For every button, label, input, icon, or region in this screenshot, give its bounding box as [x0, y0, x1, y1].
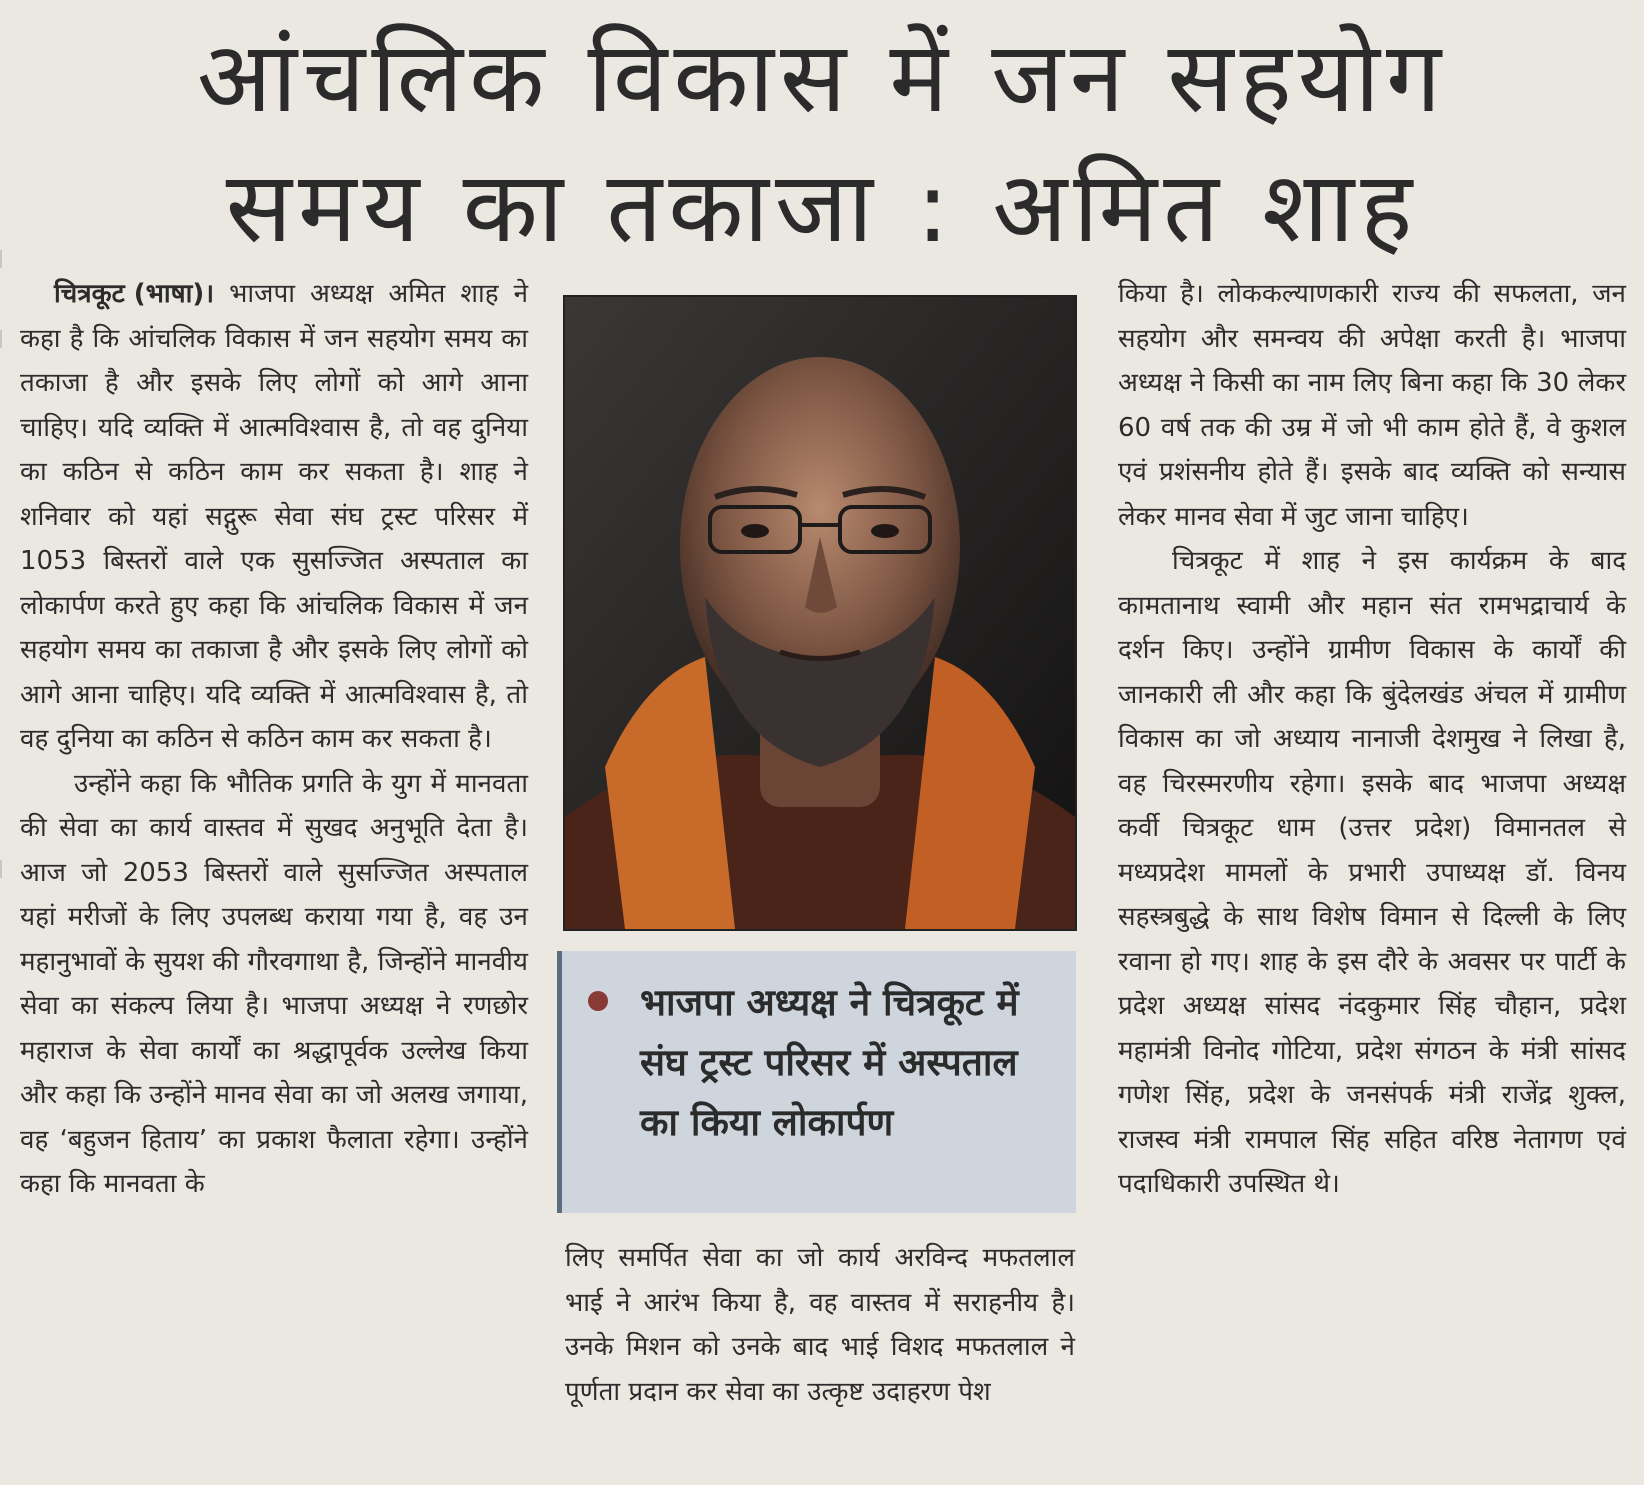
pull-quote-text: भाजपा अध्यक्ष ने चित्रकूट में संघ ट्रस्ट परिसर में अस्पताल का किया लोकार्पण — [640, 981, 1019, 1144]
margin-mark — [0, 250, 14, 268]
headline-line-1: आंचलिक विकास में जन सहयोग — [196, 21, 1448, 135]
portrait-photo — [563, 295, 1077, 931]
margin-mark — [0, 860, 14, 878]
article-paragraph: उन्होंने कहा कि भौतिक प्रगति के युग में मानवता की सेवा का कार्य वास्तव में सुखद अनुभूति देता है। आज जो 2053 बिस्तरों वाले सुसज्जित अस्पताल यहां मरीजों के लिए उपलब्ध कराया गया है, वह उन महानुभावों के सुयश की गौरवगाथा है, जिन्होंने मानवीय सेवा का संकल्प लिया है। भाजपा अध्यक्ष ने रणछोर महाराज के सेवा कार्यों का श्रद्धापूर्वक उल्लेख किया और कहा कि उन्होंने मानव सेवा का जो अलख जगाया, वह ‘बहुजन हिताय’ का प्रकाश फैलाता रहेगा। उन्होंने कहा कि मानवता के — [20, 768, 528, 1199]
headline-line-2: समय का तकाजा : अमित शाह — [225, 151, 1419, 265]
article-column-middle — [565, 1236, 1075, 1414]
article-column-right — [1118, 272, 1626, 1207]
portrait-image — [565, 297, 1075, 929]
article-paragraph — [20, 272, 528, 762]
article-column-left — [20, 272, 528, 1207]
article-paragraph: चित्रकूट में शाह ने इस कार्यक्रम के बाद कामतानाथ स्वामी और महान संत रामभद्राचार्य के दर्शन किए। उन्होंने ग्रामीण विकास के कार्यों की जानकारी ली और कहा कि बुंदेलखंड अंचल में ग्रामीण विकास का जो अध्याय नानाजी देशमुख ने लिखा है, वह चिरस्मरणीय रहेगा। इसके बाद भाजपा अध्यक्ष कर्वी चित्रकूट धाम (उत्तर प्रदेश) विमानतल से मध्यप्रदेश मामलों के प्रभारी उपाध्यक्ष डॉ. विनय सहस्त्रबुद्धे के साथ विशेष विमान से दिल्ली के लिए रवाना हो गए। शाह के इस दौरे के अवसर पर पार्टी के प्रदेश अध्यक्ष सांसद नंदकुमार सिंह चौहान, प्रदेश महामंत्री विनोद गोटिया, प्रदेश संगठन के मंत्री सांसद गणेश सिंह, प्रदेश के जनसंपर्क मंत्री राजेंद्र शुक्ल, राजस्व मंत्री रामपाल सिंह सहित वरिष्ठ नेतागण एवं पदाधिकारी उपस्थित थे। — [1118, 546, 1626, 1199]
bullet-icon — [588, 991, 608, 1011]
article-paragraph: लिए समर्पित सेवा का जो कार्य अरविन्द मफतलाल भाई ने आरंभ किया है, वह वास्तव में सराहनीय है। उनके मिशन को उनके बाद भाई विशद मफतलाल ने पूर्णता प्रदान कर सेवा का उत्कृष्ट उदाहरण पेश — [565, 1243, 1075, 1407]
margin-mark — [0, 330, 14, 348]
pull-quote-box — [557, 951, 1076, 1213]
article-text: भाजपा अध्यक्ष अमित शाह ने कहा है कि आंचलिक विकास में जन सहयोग समय का तकाजा है और इसके लिए लोगों को आगे आना चाहिए। यदि व्यक्ति में आत्मविश्वास है, तो वह दुनिया का कठिन से कठिन काम कर सकता है। शाह ने शनिवार को यहां सद्गुरू सेवा संघ ट्रस्ट परिसर में 1053 बिस्तरों वाले एक सुसज्जित अस्पताल का लोकार्पण करते हुए कहा कि आंचलिक विकास में जन सहयोग समय का तकाजा है और इसके लिए लोगों को आगे आना चाहिए। यदि व्यक्ति में आत्मविश्वास है, तो वह दुनिया का कठिन से कठिन काम कर सकता है। — [20, 279, 529, 754]
article-paragraph: किया है। लोककल्याणकारी राज्य की सफलता, जन सहयोग और समन्वय की अपेक्षा करती है। भाजपा अध्यक्ष ने किसी का नाम लिए बिना कहा कि 30 लेकर 60 वर्ष तक की उम्र में जो भी काम होते हैं, वे कुशल एवं प्रशंसनीय होते हैं। इसके बाद व्यक्ति को सन्यास लेकर मानव सेवा में जुट जाना चाहिए। — [1118, 279, 1626, 532]
dateline: चित्रकूट (भाषा)। — [54, 279, 215, 309]
